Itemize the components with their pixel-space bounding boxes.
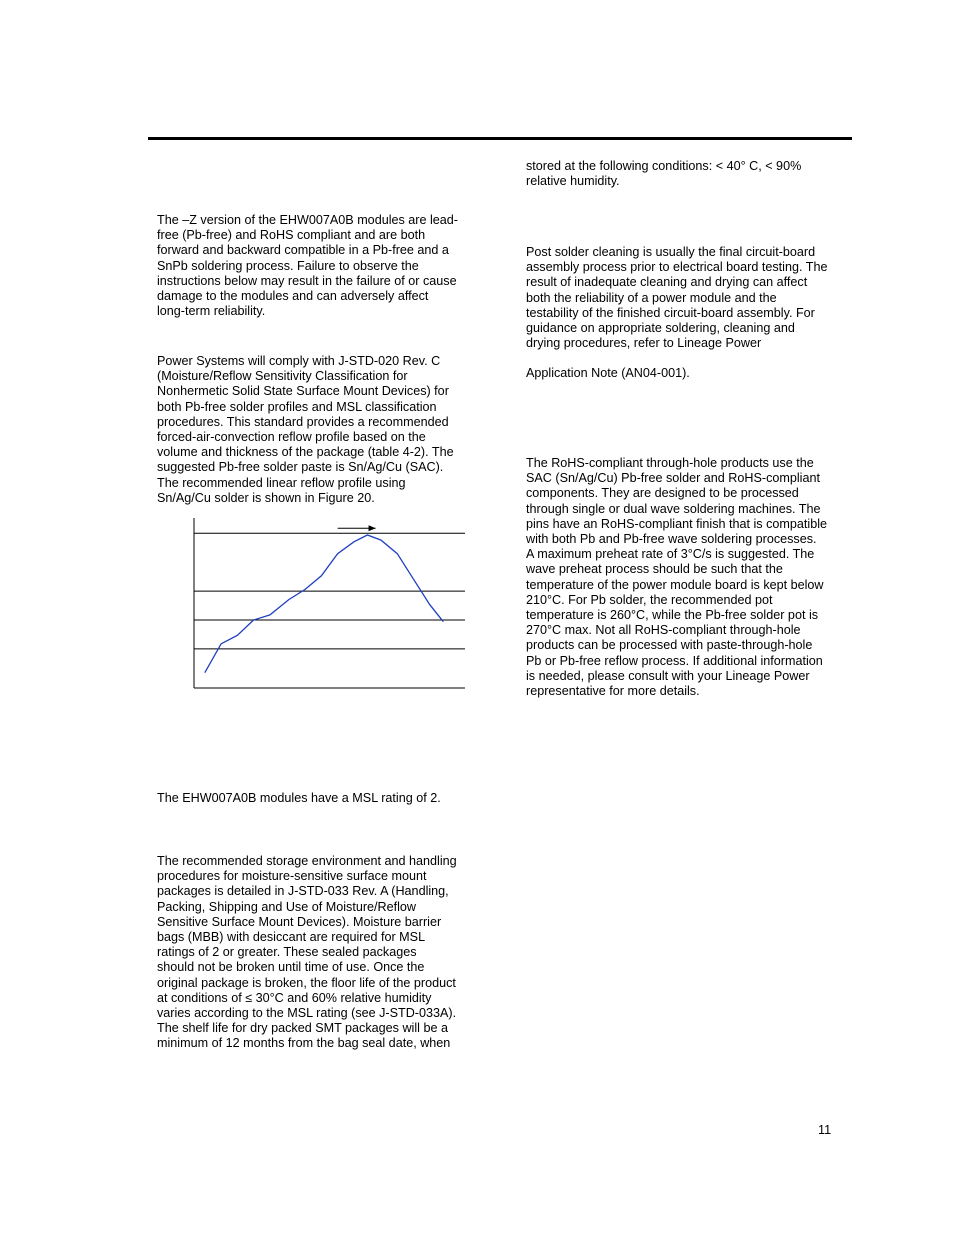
header-rule (148, 137, 852, 140)
left-paragraph-3: The EHW007A0B modules have a MSL rating of 2. (157, 791, 441, 805)
reflow-profile-line (205, 535, 443, 673)
left-paragraph-2: Power Systems will comply with J-STD-020 Rev. C (Moisture/Reflow Sensitivity Classification for Nonhermetic Solid State Surface Mount Devices) for both Pb-free solder profiles and MSL classification procedures. This standard provides a recommended forced-air-convection reflow profile based on the volume and thickness of the package (table 4-2). The suggested Pb-free solder paste is Sn/Ag/Cu (SAC). The recommended linear reflow profile using Sn/Ag/Cu solder is shown in Figure 20. (157, 354, 454, 505)
right-paragraph-4: The RoHS-compliant through-hole products use the SAC (Sn/Ag/Cu) Pb-free solder and RoHS-compliant components. They are designed to be processed through single or dual wave soldering machines. The pins have an RoHS-compliant finish that is compatible with both Pb and Pb-free wave soldering processes. A maximum preheat rate of 3°C/s is suggested. The wave preheat process should be such that the temperature of the power module board is kept below 210°C. For Pb solder, the recommended pot temperature is 260°C, while the Pb-free solder pot is 270°C max. Not all RoHS-compliant through-hole products can be processed with paste-through-hole Pb or Pb-free reflow process. If additional information is needed, please consult with your Lineage Power representative for more details. (526, 456, 828, 699)
reflow-profile-chart (185, 512, 470, 697)
chart-annotation (338, 525, 376, 531)
chart-series (205, 535, 443, 673)
right-paragraph-1: stored at the following conditions: < 40° C, < 90% relative humidity. (526, 159, 802, 189)
annotation-arrowhead (369, 525, 376, 531)
chart-grid (194, 533, 465, 649)
left-paragraph-4: The recommended storage environment and handling procedures for moisture-sensitive surface mount packages is detailed in J-STD-033 Rev. A (Handling, Packing, Shipping and Use of Moisture/Reflow Sensitive Surface Mount Devices). Moisture barrier bags (MBB) with desiccant are required for MSL ratings of 2 or greater. These sealed packages should not be broken until time of use. Once the original package is broken, the floor life of the product at conditions of ≤ 30°C and 60% relative humidity varies according to the MSL rating (see J-STD-033A). The shelf life for dry packed SMT packages will be a minimum of 12 months from the bag seal date, when (157, 854, 457, 1051)
right-paragraph-3: Application Note (AN04-001). (526, 366, 690, 380)
page-number: 11 (818, 1123, 832, 1137)
chart-axes (194, 518, 465, 688)
right-paragraph-2: Post solder cleaning is usually the final circuit-board assembly process prior to electrical board testing. The result of inadequate cleaning and drying can affect both the reliability of a power module and the testability of the finished circuit-board assembly. For guidance on appropriate soldering, cleaning and drying procedures, refer to Lineage Power (526, 245, 828, 351)
left-paragraph-1: The –Z version of the EHW007A0B modules are lead- free (Pb-free) and RoHS compliant and are both forward and backward compatible in a Pb-free and a SnPb soldering process. Failure to observe the instructions below may result in the failure of or cause damage to the modules and can adversely affect long-term reliability. (157, 213, 459, 319)
